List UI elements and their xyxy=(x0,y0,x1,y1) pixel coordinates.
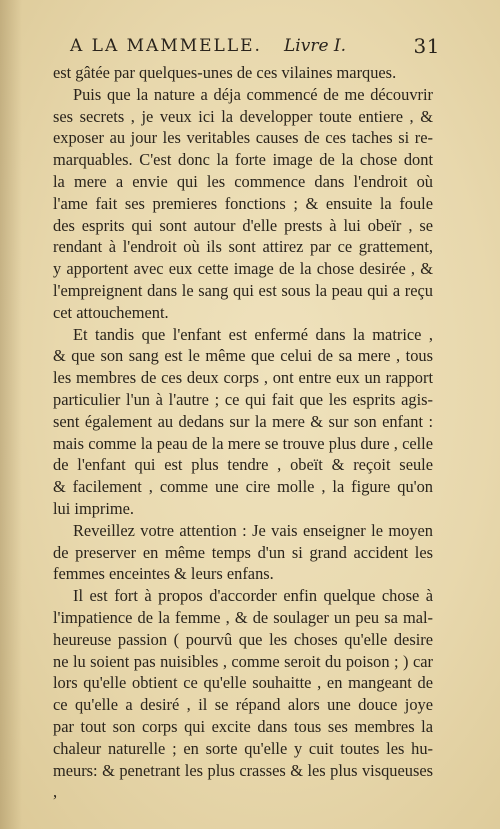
text-line: lors qu'elle obtient ce qu'elle souhaitte , en mangeant de xyxy=(53,673,433,693)
text-line: & que son sang est le même que celui de sa mere , tous xyxy=(53,346,433,366)
text-line: Puis que la nature a déja commencé de me découvrir xyxy=(73,84,433,104)
text-line: y apportent avec eux cette image de la chose desirée , & xyxy=(53,259,433,279)
text-line: Reveillez votre attention : Je vais enseigner le moyen xyxy=(73,520,433,540)
text-line: & facilement , comme une cire molle , la figure qu'on xyxy=(53,477,433,497)
running-title: A LA MAMMELLE. xyxy=(70,36,262,56)
text-line: chaleur naturelle ; en sorte qu'elle y cuit toutes les hu- xyxy=(53,738,433,758)
text-line: femmes enceintes & leurs enfans. xyxy=(53,564,274,584)
text-line: de l'enfant qui est plus tendre , obeït & reçoit seule xyxy=(53,455,433,475)
text-line: rendant à l'endroit où ils sont attirez par ce grattement, xyxy=(53,237,433,257)
text-line: l'ame fait ses premieres fonctions ; & ensuite la foule xyxy=(53,193,433,213)
text-line: lui imprime. xyxy=(53,498,135,518)
text-line: ne lu soient pas nuisibles , comme seroit du poison ; ) car xyxy=(53,651,433,671)
text-line: Il est fort à propos d'accorder enfin quelque chose à xyxy=(73,586,433,606)
text-line: de preserver en même temps d'un si grand accident les xyxy=(53,542,433,562)
text-line: l'impatience de la femme , & de soulager un peu sa mal- xyxy=(53,607,433,627)
text-line: les membres de ces deux corps , ont entre eux un rapport xyxy=(53,368,433,388)
text-line: heureuse passion ( pourvû que les choses qu'elle desire xyxy=(53,629,433,649)
text-line: la mere a envie qui les commence dans l'endroit où xyxy=(53,171,433,191)
text-line: particulier l'un à l'autre ; ce qui fait que les esprits agis- xyxy=(53,389,433,409)
text-line: Et tandis que l'enfant est enfermé dans la matrice , xyxy=(73,324,433,344)
text-line: marquables. C'est donc la forte image de la chose dont xyxy=(53,150,433,170)
text-line: meurs: & penetrant les plus crasses & les plus visqueuses , xyxy=(53,760,433,802)
text-line: est gâtée par quelques-unes de ces vilaines marques. xyxy=(53,63,397,82)
text-line: des esprits qui sont autour d'elle prests à lui obeïr , se xyxy=(53,215,433,235)
body-text xyxy=(53,62,433,803)
text-line: mais comme la peau de la mere se trouve plus dure , celle xyxy=(53,433,433,453)
book-number: Livre I. xyxy=(284,36,347,56)
text-line: par tout son corps qui excite dans tous ses membres la xyxy=(53,716,433,736)
text-line: exposer au jour les veritables causes de ces taches si re- xyxy=(53,128,433,148)
text-line: ce qu'elle a desiré , il se répand alors une douce joye xyxy=(53,695,433,715)
text-line: ses secrets , je veux ici la developper toute entiere , & xyxy=(53,106,433,126)
text-line: sent également au dedans sur la mere & sur son enfant : xyxy=(53,411,433,431)
text-line: l'empreignent dans le sang qui est sous la peau qui a reçu xyxy=(53,280,433,300)
page-header xyxy=(70,36,440,58)
text-line: cet attouchement. xyxy=(53,302,169,322)
page-number: 31 xyxy=(413,34,440,58)
